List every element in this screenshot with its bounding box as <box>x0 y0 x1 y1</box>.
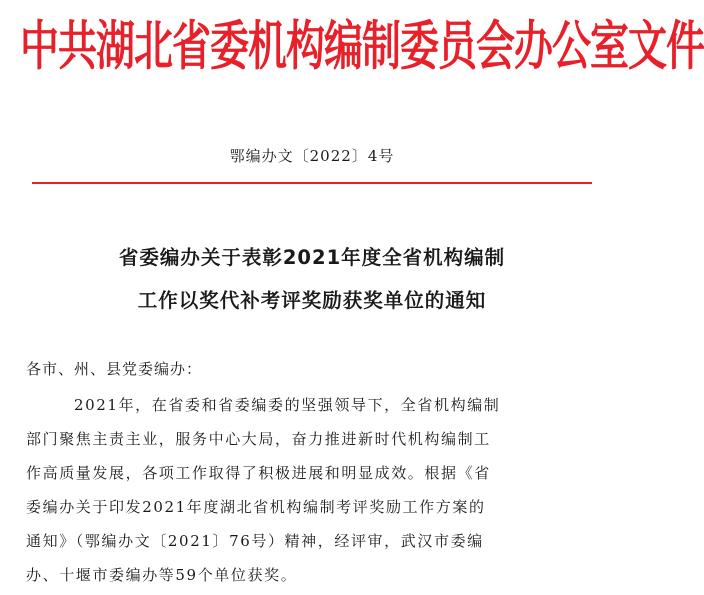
paragraph-line-4: 委编办关于印发2021年度湖北省机构编制考评奖励工作方案的 <box>26 498 486 516</box>
notice-title-line-1: 省委编办关于表彰2021年度全省机构编制 <box>118 246 506 269</box>
paragraph-line-3: 作高质量发展，各项工作取得了积极进展和明显成效。根据《省 <box>26 464 491 482</box>
paragraph-line-1: 2021年，在省委和省委编委的坚强领导下，全省机构编制 <box>74 396 501 414</box>
notice-title-line-2: 工作以奖代补考评奖励获奖单位的通知 <box>137 289 487 312</box>
red-divider-rule <box>32 182 592 184</box>
paragraph-line-2: 部门聚焦主责主业，服务中心大局，奋力推进新时代机构编制工 <box>26 430 491 448</box>
paragraph-line-5: 通知》（鄂编办文〔2021〕76号）精神，经评审，武汉市委编 <box>26 532 484 550</box>
masthead-title: 中共湖北省委机构编制委员会办公室文件 <box>20 16 704 78</box>
paragraph-line-6: 办、十堰市委编办等59个单位获奖。 <box>26 566 298 584</box>
salutation: 各市、州、县党委编办： <box>26 360 203 378</box>
document-number: 鄂编办文〔2022〕4号 <box>229 147 395 165</box>
